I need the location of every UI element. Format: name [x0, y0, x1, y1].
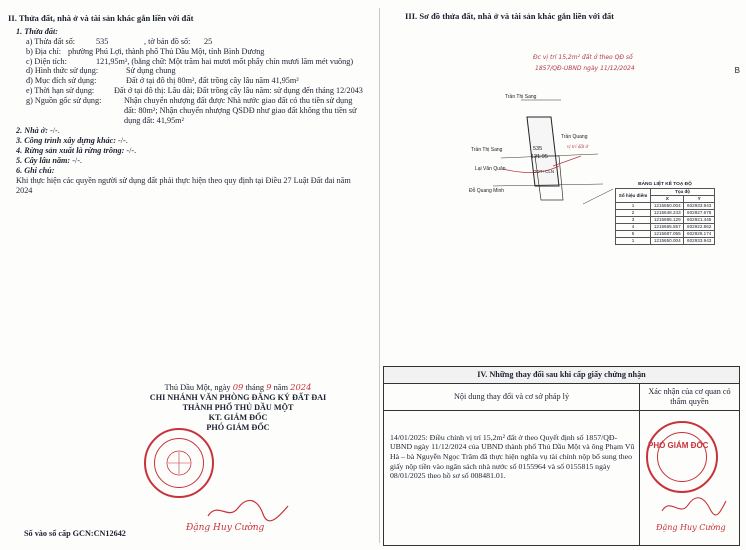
right-page [383, 10, 740, 540]
trees-value: -/-. [72, 155, 82, 165]
handwritten-note-top2: 1857/QĐ-UBND ngày 11/12/2024 [535, 65, 635, 72]
changes-entry: 14/01/2025: Điều chỉnh vị trí 15,2m² đất ở theo Quyết định số 1857/QĐ-UBND ngày 11/12/2024 của UBND thành phố Thủ Dầu Một và ông Phạm Vũ Hà – bà Nguyễn Ngọc Trâm đã thực hiện nghĩa vụ tài chính nộp bổ sung theo giấy nộp tiền vào ngân sách nhà nước số 0155964 và số 0155815 ngày 08/01/2025 theo hồ sơ số 008481.01. [384, 411, 640, 545]
neighbor-left3: Đỗ Quang Minh [469, 188, 505, 194]
coord-col-no: Số hiệu điểm [616, 188, 651, 202]
coord-row [616, 209, 715, 216]
confirm-signature-scribble [658, 493, 728, 523]
changes-body [384, 411, 739, 545]
page-divider [379, 8, 380, 543]
coord-row [616, 223, 715, 230]
house-label: 2. Nhà ở: [16, 126, 48, 136]
use-term-row [16, 86, 376, 96]
register-label: Số vào sổ cấp GCN: [24, 529, 94, 538]
coord-table [615, 188, 715, 245]
origin-value: Nhận chuyển nhượng đất được Nhà nước giao đất có thu tiền sử dụng đất: 80m²; Nhận chuyển nhượng QSDĐ như giao đất không thu tiền sử dụng đất: 41,95m² [124, 95, 357, 125]
notes-value: Khi thực hiện các quyền người sử dụng đất phải thực hiện theo quy định tại Điều 27 Luật Đất đai năm 2024 [16, 175, 351, 195]
coord-row [616, 237, 715, 244]
office-line3: KT. GIÁM ĐỐC [208, 412, 268, 422]
coord-table-block [615, 182, 715, 245]
signer-name: Đặng Huy Cường [186, 523, 265, 533]
use-term-value: Đất ở tại đô thị: Lâu dài; Đất trồng cây lâu năm: sử dụng đến tháng 12/2043 [114, 86, 363, 96]
coord-col-x: X [651, 195, 684, 202]
address-row [16, 47, 376, 57]
handwritten-note-top: Đc vị trí 15,2m² đất ở theo QĐ số [533, 54, 633, 61]
area-value: 121,95m², (bằng chữ: Một trăm hai mươi mốt phẩy chín mươi lăm mét vuông) [96, 56, 354, 66]
coord-row [616, 230, 715, 237]
map-sheet-label: , tờ bản đồ số: [144, 36, 191, 46]
coord-row [616, 202, 715, 209]
coord-row [616, 216, 715, 223]
confirm-signer: Đặng Huy Cường [656, 522, 726, 532]
parcel-number-value: 535 [96, 36, 109, 46]
handwritten-note-mid: vị trí đất ở [567, 145, 589, 150]
parcel-area: 121.95 [531, 154, 548, 160]
confirm-title: PHÓ GIÁM ĐỐC [648, 440, 709, 450]
use-form-row [16, 66, 376, 76]
coord-point: 1 [616, 202, 651, 209]
north-indicator: B [734, 66, 740, 75]
coord-x: 1215650.004 [651, 237, 684, 244]
coord-x: 1215648.243 [651, 209, 684, 216]
coord-y: 602933.943 [684, 237, 715, 244]
use-purpose-label: đ) Mục đích sử dụng: [26, 76, 97, 86]
coord-x: 1215650.004 [651, 202, 684, 209]
neighbor-left1: Trần Thị Sang [471, 147, 503, 153]
signature-block [113, 382, 363, 432]
signature-scribble [203, 496, 293, 526]
parcel-number-row [16, 37, 376, 47]
use-purpose-value: Đất ở tại đô thị 80m², đất trồng cây lâu năm 41,95m² [126, 76, 299, 86]
changes-confirm-cell [640, 411, 739, 545]
changes-title: IV. Những thay đổi sau khi cấp giấy chứng nhận [384, 367, 739, 384]
construction-value: -/-. [118, 136, 128, 146]
origin-row [16, 96, 376, 126]
confirm-seal [646, 421, 718, 493]
use-form-value: Sử dụng chung [126, 66, 176, 76]
coord-y: 602921.445 [684, 216, 715, 223]
neighbor-top: Trần Thị Sang [505, 94, 537, 100]
forest-value: -/-. [126, 146, 137, 156]
parcel-map [383, 24, 740, 244]
section-title-land: II. Thửa đất, nhà ở và tài sản khác gắn liền với đất [8, 13, 194, 23]
coord-point: 5 [616, 230, 651, 237]
coord-y: 602922.862 [684, 223, 715, 230]
register-row [24, 529, 126, 539]
office-seal [144, 428, 214, 498]
trees-label: 5. Cây lâu năm: [16, 155, 71, 165]
coord-y: 602933.943 [684, 202, 715, 209]
office-line1: CHI NHÁNH VĂN PHÒNG ĐĂNG KÝ ĐẤT ĐAI [149, 393, 327, 403]
changes-col-confirm: Xác nhận của cơ quan có thẩm quyền [648, 386, 731, 406]
origin-label: g) Nguồn gốc sử dụng: [26, 95, 102, 105]
construction-row [16, 136, 376, 146]
coord-x: 1215665.557 [651, 223, 684, 230]
use-form-label: d) Hình thức sử dụng: [26, 66, 99, 76]
land-heading: 1. Thửa đất: [16, 27, 58, 36]
odt-label: ODT+CLN [533, 169, 555, 174]
neighbor-left2: Lại Văn Quân [475, 166, 506, 172]
coord-point: 1 [616, 237, 651, 244]
use-term-label: e) Thời hạn sử dụng: [26, 86, 95, 96]
place-date: Thủ Dầu Một, ngày 09 tháng 9 năm 2024 [164, 382, 312, 392]
office-line2: THÀNH PHỐ THỦ DẦU MỘT [182, 402, 294, 412]
register-value: CN12642 [93, 529, 126, 538]
office-line4: PHÓ GIÁM ĐỐC [206, 422, 270, 432]
seal-pattern [146, 430, 212, 496]
coord-point: 4 [616, 223, 651, 230]
address-label: b) Địa chỉ: [26, 46, 62, 56]
trees-row [16, 156, 376, 166]
left-page [8, 10, 378, 540]
coord-col-y: Y [684, 195, 715, 202]
changes-col-content: Nội dung thay đổi và cơ sở pháp lý [384, 384, 640, 410]
notes-label: 6. Ghi chú: [16, 165, 55, 175]
forest-label: 4. Rừng sản xuất là rừng trồng: [16, 146, 125, 156]
section-title-map: III. Sơ đồ thửa đất, nhà ở và tài sản khác gắn liền với đất [405, 11, 615, 21]
forest-row [16, 146, 376, 156]
coord-y: 602927.678 [684, 209, 715, 216]
map-sheet-value: 25 [204, 36, 213, 46]
use-purpose-row [16, 76, 376, 86]
address-value: phường Phú Lợi, thành phố Thủ Dầu Một, tỉnh Bình Dương [68, 46, 265, 56]
coord-table-title: BẢNG LIỆT KÊ TOẠ ĐỘ [638, 182, 692, 187]
coord-x: 1215685.129 [651, 216, 684, 223]
coord-col-group: Tọa độ [651, 188, 715, 195]
parcel-number: 535 [533, 146, 543, 152]
neighbor-right: Trần Quang [561, 134, 588, 140]
coord-y: 602928.174 [684, 230, 715, 237]
changes-header [384, 384, 739, 411]
coord-point: 3 [616, 216, 651, 223]
area-row [16, 57, 376, 67]
house-row [16, 126, 376, 136]
construction-label: 3. Công trình xây dựng khác: [16, 136, 116, 146]
coord-x: 1215687.055 [651, 230, 684, 237]
house-value: -/-. [49, 126, 60, 136]
coord-point: 2 [616, 209, 651, 216]
parcel-number-label: a) Thửa đất số: [26, 36, 76, 46]
area-label: c) Diện tích: [26, 56, 67, 66]
changes-table [383, 366, 740, 546]
